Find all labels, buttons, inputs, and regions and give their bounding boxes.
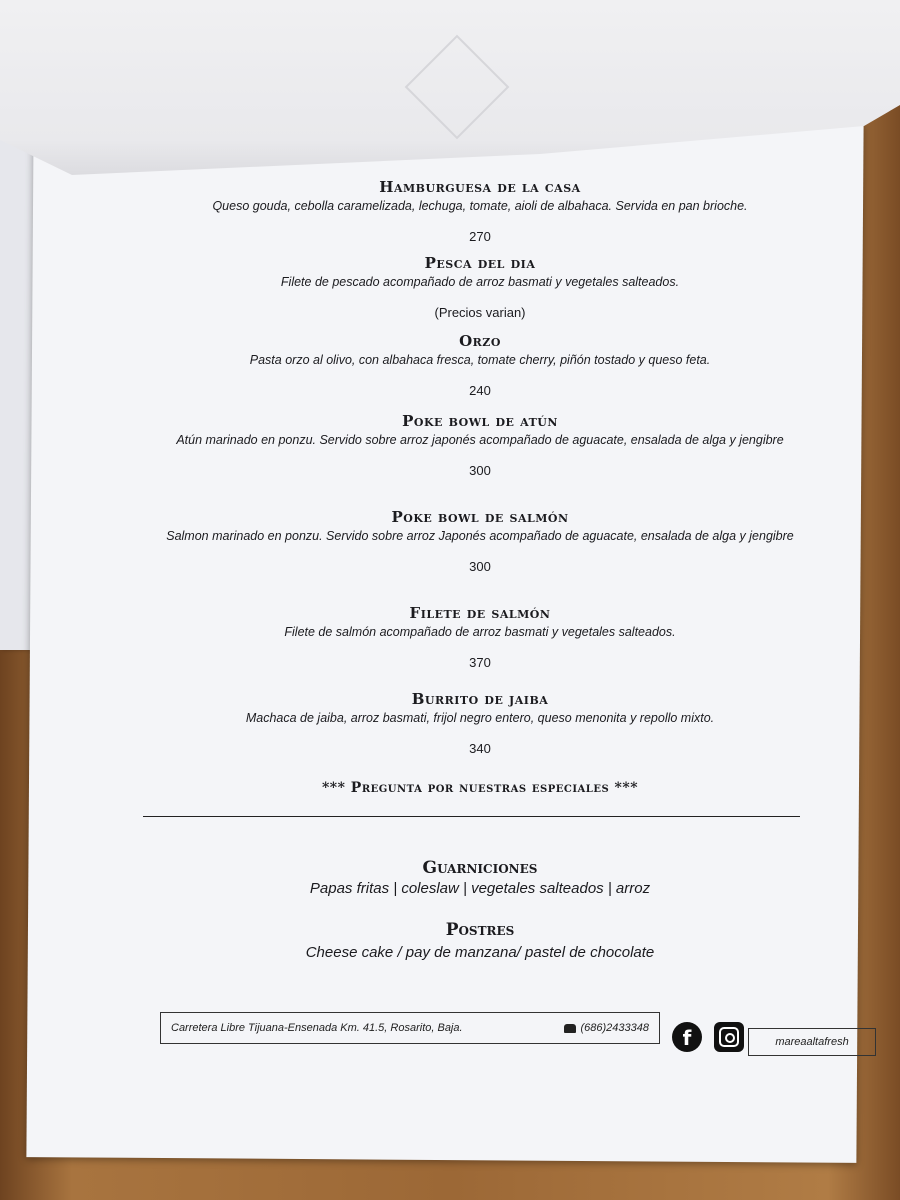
phone-number: (686)2433348 <box>580 1022 649 1034</box>
item-description: Pasta orzo al olivo, con albahaca fresca, tomate cherry, piñón tostado y queso feta. <box>249 353 711 367</box>
item-price: (Precios varian) <box>434 305 526 320</box>
menu-item-filete-salmon <box>140 604 820 670</box>
social-handle: mareaaltafresh <box>748 1028 876 1056</box>
item-description: Filete de pescado acompañado de arroz basmati y vegetales salteados. <box>280 275 680 289</box>
menu-item-pesca <box>140 254 820 320</box>
address-text: Carretera Libre Tijuana-Ensenada Km. 41.5, Rosarito, Baja. <box>171 1022 463 1034</box>
item-title: Poke bowl de salmón <box>391 508 569 526</box>
item-description: Filete de salmón acompañado de arroz basmati y vegetales salteados. <box>284 625 676 639</box>
item-price: 340 <box>469 741 491 756</box>
item-price: 270 <box>469 229 491 244</box>
item-price: 370 <box>469 655 491 670</box>
item-title: Pesca del dia <box>424 254 536 272</box>
menu-item-poke-atun <box>140 412 820 478</box>
specials-note: *** Pregunta por nuestras especiales *** <box>321 780 639 796</box>
menu-item-orzo <box>140 332 820 398</box>
address-box <box>160 1012 660 1044</box>
item-title: Filete de salmón <box>409 604 551 622</box>
item-price: 240 <box>469 383 491 398</box>
sides-list: Papas fritas | coleslaw | vegetales salteados | arroz <box>309 880 651 897</box>
item-price: 300 <box>469 463 491 478</box>
item-description: Machaca de jaiba, arroz basmati, frijol negro entero, queso menonita y repollo mixto. <box>245 711 715 725</box>
item-title: Poke bowl de atún <box>402 412 558 430</box>
facebook-icon[interactable]: f <box>672 1022 702 1052</box>
item-title: Orzo <box>459 332 501 350</box>
desserts-list: Cheese cake / pay de manzana/ pastel de chocolate <box>305 944 655 961</box>
divider <box>143 816 800 817</box>
item-title: Burrito de jaiba <box>411 690 549 708</box>
menu-item-poke-salmon <box>140 508 820 574</box>
instagram-icon[interactable] <box>714 1022 744 1052</box>
desserts-title: Postres <box>445 920 515 940</box>
phone-icon <box>564 1024 576 1033</box>
item-description: Queso gouda, cebolla caramelizada, lechuga, tomate, aioli de albahaca. Servida en pan brioche. <box>212 199 748 213</box>
item-price: 300 <box>469 559 491 574</box>
menu-item-hamburguesa <box>140 178 820 244</box>
sides-title: Guarniciones <box>422 858 538 878</box>
item-description: Atún marinado en ponzu. Servido sobre arroz japonés acompañado de aguacate, ensalada de alga y jengibre <box>176 433 784 447</box>
item-title: Hamburguesa de la casa <box>379 178 581 196</box>
item-description: Salmon marinado en ponzu. Servido sobre arroz Japonés acompañado de aguacate, ensalada de alga y jengibre <box>166 529 794 543</box>
phone-block <box>564 1022 649 1034</box>
menu-item-burrito-jaiba <box>140 690 820 756</box>
